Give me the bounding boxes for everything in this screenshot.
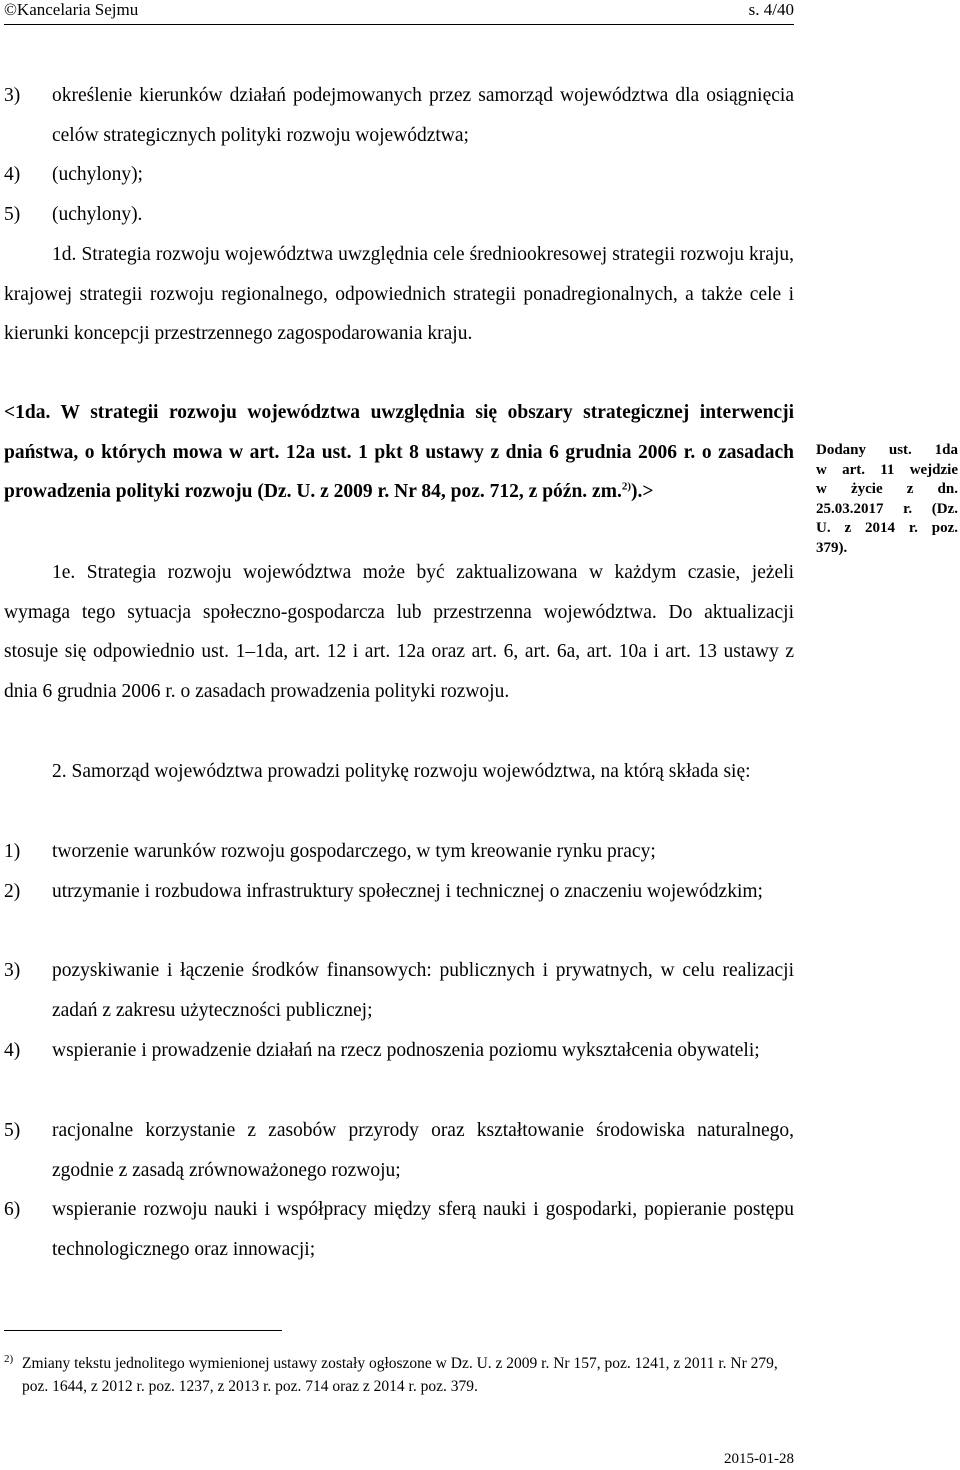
list-item-number: 3) bbox=[4, 85, 21, 106]
list-item-text: pozyskiwanie i łączenie środków finansowych: publicznych i prywatnych, w celu realizacji zadań z zakresu użyteczności publicznej; bbox=[52, 960, 794, 1021]
paragraph-1e: 1e. Strategia rozwoju województwa może być zaktualizowana w każdym czasie, jeżeli wymaga tego sytuacja społeczno-gospodarcza lub przestrzenna województwa. Do aktualizacji stosuje się odpowiednio ust. 1–1da, art. 12 i art. 12a oraz art. 6, art. 6a, art. 10a i art. 13 ustawy z dnia 6 grudnia 2006 r. o zasadach prowadzenia polityki rozwoju. bbox=[4, 562, 794, 702]
margin-note-line: 379). bbox=[816, 539, 848, 556]
footnote-divider bbox=[4, 1330, 282, 1331]
margin-note-line: 25.03.2017 r. (Dz. bbox=[816, 500, 958, 517]
list-item-text: wspieranie rozwoju nauki i współpracy między sferą nauki i gospodarki, popieranie postępu technologicznego oraz innowacji; bbox=[52, 1199, 794, 1260]
margin-note bbox=[816, 441, 958, 558]
footnote-mark: 2) bbox=[4, 1353, 14, 1365]
paragraph-1da-tail: ).> bbox=[631, 481, 654, 502]
list-item-number: 5) bbox=[4, 204, 21, 225]
margin-note-line: w życie z dn. bbox=[816, 481, 958, 497]
paragraph-1d: 1d. Strategia rozwoju województwa uwzględnia cele średniookresowej strategii rozwoju kraju, krajowej strategii rozwoju regionalnego, odpowiednich strategii ponadregionalnych, a także cele i kierunki koncepcji przestrzennego zagospodarowania kraju. bbox=[4, 244, 794, 344]
paragraph-2: 2. Samorząd województwa prowadzi politykę rozwoju województwa, na którą składa się: bbox=[52, 761, 751, 782]
footnote-text: Zmiany tekstu jednolitego wymienionej ustawy zostały ogłoszone w Dz. U. z 2009 r. Nr 157, poz. 1241, z 2011 r. Nr 279, poz. 1644, z 2012 r. poz. 1237, z 2013 r. poz. 714 oraz z 2014 r. poz. 379. bbox=[22, 1355, 778, 1395]
paragraph-1da bbox=[4, 393, 794, 512]
list-item-number: 3) bbox=[4, 960, 21, 981]
list-item-text: wspieranie i prowadzenie działań na rzecz podnoszenia poziomu wykształcenia obywateli; bbox=[52, 1040, 760, 1061]
list-item-text: (uchylony); bbox=[52, 164, 143, 185]
footnote-reference: 2) bbox=[621, 480, 632, 493]
page-number: s. 4/40 bbox=[748, 0, 794, 19]
list-item-text: określenie kierunków działań podejmowanych przez samorząd województwa dla osiągnięcia celów strategicznych polityki rozwoju województwa; bbox=[52, 85, 794, 146]
list-item-number: 4) bbox=[4, 1040, 21, 1061]
list-item-text: utrzymanie i rozbudowa infrastruktury społecznej i technicznej o znaczeniu wojewódzkim; bbox=[52, 881, 763, 902]
document-date: 2015-01-28 bbox=[724, 1451, 794, 1467]
list-item-text: (uchylony). bbox=[52, 204, 143, 225]
list-item-number: 1) bbox=[4, 841, 21, 862]
paragraph-1da-text: <1da. W strategii rozwoju województwa uwzględnia się obszary strategicznej interwencji państwa, o których mowa w art. 12a ust. 1 pkt 8 ustawy z dnia 6 grudnia 2006 r. o zasadach prowadzenia polityki rozwoju (Dz. U. z 2009 r. Nr 84, poz. 712, z późn. zm. bbox=[4, 402, 794, 502]
list-item-number: 4) bbox=[4, 164, 21, 185]
list-item-number: 6) bbox=[4, 1199, 21, 1220]
list-item-number: 2) bbox=[4, 881, 21, 902]
margin-note-line: U. z 2014 r. poz. bbox=[816, 520, 958, 536]
margin-note-line: w art. 11 wejdzie bbox=[816, 461, 958, 478]
list-item-number: 5) bbox=[4, 1120, 21, 1141]
copyright-label: ©Kancelaria Sejmu bbox=[4, 0, 139, 19]
list-item-text: tworzenie warunków rozwoju gospodarczego, w tym kreowanie rynku pracy; bbox=[52, 841, 656, 862]
list-item-text: racjonalne korzystanie z zasobów przyrody oraz kształtowanie środowiska naturalnego, zgodnie z zasadą zrównoważonego rozwoju; bbox=[52, 1120, 794, 1181]
margin-note-line: Dodany ust. 1da bbox=[816, 442, 958, 458]
page-header bbox=[4, 0, 794, 25]
